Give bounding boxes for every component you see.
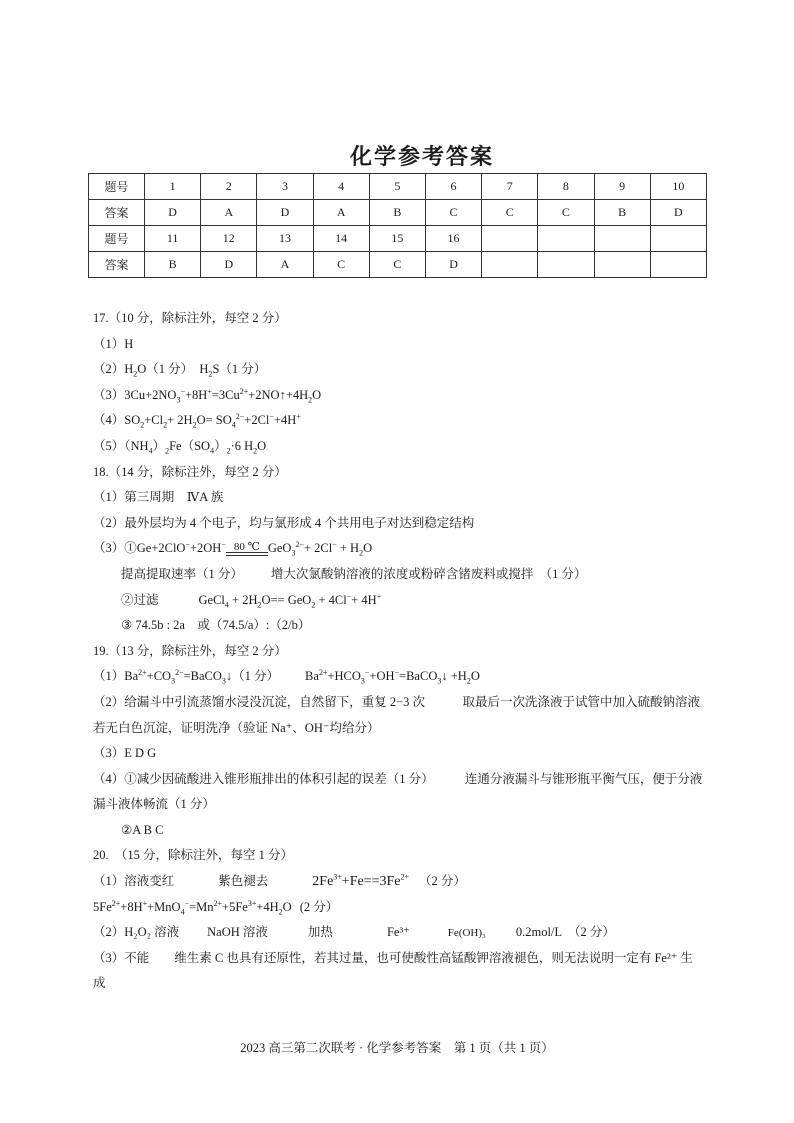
table-cell: 15 <box>369 226 425 252</box>
table-cell: D <box>257 200 313 226</box>
q19-answer-4-2: ②A B C <box>121 822 164 837</box>
table-cell: D <box>201 252 257 278</box>
table-cell: 5 <box>369 174 425 200</box>
table-cell: B <box>369 200 425 226</box>
table-cell: 2 <box>201 174 257 200</box>
table-cell: C <box>369 252 425 278</box>
q17-answer-5: $(5)(NH_4)_2Fe(SO_4)_2\cdot 6$ $H_2O$ <box>93 438 267 456</box>
table-cell <box>538 252 594 278</box>
table-row <box>89 252 707 278</box>
q19-answer-3: （3）E D G <box>93 746 157 761</box>
q17-answer-4: $(4)SO_2+Cl_2+ 2H_2O= SO_4^{2-}+2Cl^-+4H^+$ <box>93 412 301 430</box>
table-cell: 16 <box>425 226 481 252</box>
q18-answer-3-note: 提高提取速率（1 分） 增大次氯酸钠溶液的浓度或粉碎含锗废料或搅拌 （1 分） <box>121 566 587 581</box>
answer-body <box>93 306 705 997</box>
table-cell: 13 <box>257 226 313 252</box>
q19-answer-2: （2）给漏斗中引流蒸馏水浸没沉淀，自然留下，重复 2−3 次 取最后一次洗涤液于试管中加入硫酸钠溶液若无白色沉淀，证明洗净（验证 Na⁺、OH⁻均给分） <box>93 694 701 735</box>
q19-answer-1: $(1)Ba^{2+}+CO_3^{2-}=BaCO_3↓(1$ 分） $Ba^{2+}+HCO_3^-+OH^-=BaCO_3↓ +H_2O$ <box>93 668 480 686</box>
table-cell: 9 <box>594 174 650 200</box>
q19-answer-4: （4）①减少因硫酸进入锥形瓶排出的体积引起的误差（1 分） 连通分液漏斗与锥形瓶平衡气压，便于分液漏斗液体畅流（1 分） <box>93 771 703 812</box>
table-row-header: 题号 <box>89 174 145 200</box>
table-cell: 11 <box>145 226 201 252</box>
reaction-condition: 80 ℃ <box>226 542 268 556</box>
table-cell: D <box>425 252 481 278</box>
table-cell <box>650 252 706 278</box>
table-cell: C <box>313 252 369 278</box>
table-cell: A <box>257 252 313 278</box>
table-cell: 3 <box>257 174 313 200</box>
q17-answer-2: $(2)H_2O(1$ 分） $H_2S(1$ 分） <box>93 362 267 379</box>
table-row-header: 答案 <box>89 252 145 278</box>
q17-answer-3: $(3)3Cu+2NO_3^-+8H^+=3Cu^{2+}+2NO↑+4H_2O$ <box>93 386 322 405</box>
table-cell: C <box>538 200 594 226</box>
table-row <box>89 226 707 252</box>
table-cell: C <box>482 200 538 226</box>
q17-header: 17.（10 分，除标注外，每空 2 分） <box>93 311 287 325</box>
q18-answer-3-2: ②过滤 GeCl$_4$ + $2H_2O== GeO_2 + 4Cl^-+ 4H^+$ <box>121 591 382 610</box>
table-row-header: 题号 <box>89 226 145 252</box>
table-cell <box>594 226 650 252</box>
q18-answer-3-equation: （3）①Ge+2ClO−+2OH− 80 ℃ $GeO_3^{2-}+ 2Cl^- + H_2O$ <box>93 540 373 558</box>
q18-header: 18.（14 分，除标注外，每空 2 分） <box>93 464 287 479</box>
table-cell: 6 <box>425 174 481 200</box>
table-cell: C <box>425 200 481 226</box>
table-cell: 4 <box>313 174 369 200</box>
q18-answer-2: （2）最外层均为 4 个电子，均与氯形成 4 个共用电子对达到稳定结构 <box>93 515 475 530</box>
q20-header: 20. （15 分，除标注外，每空 1 分） <box>93 848 294 863</box>
table-row <box>89 200 707 226</box>
table-cell: B <box>594 200 650 226</box>
table-cell: 10 <box>650 174 706 200</box>
q18-answer-1: （1）第三周期 ⅣA 族 <box>93 490 224 505</box>
table-cell <box>594 252 650 278</box>
table-row-header: 答案 <box>89 200 145 226</box>
table-cell <box>650 226 706 252</box>
q19-header: 19.（13 分，除标注外，每空 2 分） <box>93 643 287 658</box>
table-cell: D <box>145 200 201 226</box>
page-footer: 2023 高三第二次联考 · 化学参考答案 第 1 页（共 1 页） <box>240 1041 554 1055</box>
table-cell: A <box>201 200 257 226</box>
q20-answer-2: （2）H₂O₂ 溶液 NaOH 溶液 加热 Fe³⁺ Fe(OH)₃ 0.2mol/L （2 分） <box>93 925 615 940</box>
answer-table <box>88 173 707 278</box>
table-cell: 8 <box>538 174 594 200</box>
table-cell <box>482 226 538 252</box>
table-cell: 14 <box>313 226 369 252</box>
table-cell: A <box>313 200 369 226</box>
page-title: 化学参考答案 <box>349 144 494 170</box>
q18-answer-3-3: ③ 74.5b : 2a 或（74.5/a）:（2/b） <box>121 618 311 633</box>
table-cell: 12 <box>201 226 257 252</box>
q17-answer-1: （1）H <box>93 336 134 351</box>
q20-answer-3: （3）不能 维生素 C 也具有还原性，若其过量，也可使酸性高锰酸钾溶液褪色，则无法说明一定有 Fe²⁺ 生成 <box>93 950 693 991</box>
table-cell <box>482 252 538 278</box>
table-cell: 7 <box>482 174 538 200</box>
table-cell <box>538 226 594 252</box>
table-cell: B <box>145 252 201 278</box>
table-cell: D <box>650 200 706 226</box>
table-row <box>89 174 707 200</box>
q20-answer-1-equation: $5Fe^{2+}+8H^++MnO_4^-=Mn^{2+}+5Fe^{3+}+4H_2O$ (2 分） <box>93 898 339 917</box>
table-cell: 1 <box>145 174 201 200</box>
q20-answer-1: （1）溶液变红 紫色褪去 $2Fe^{3+}+Fe==3Fe^{2+}$ （2 分） <box>93 872 466 890</box>
